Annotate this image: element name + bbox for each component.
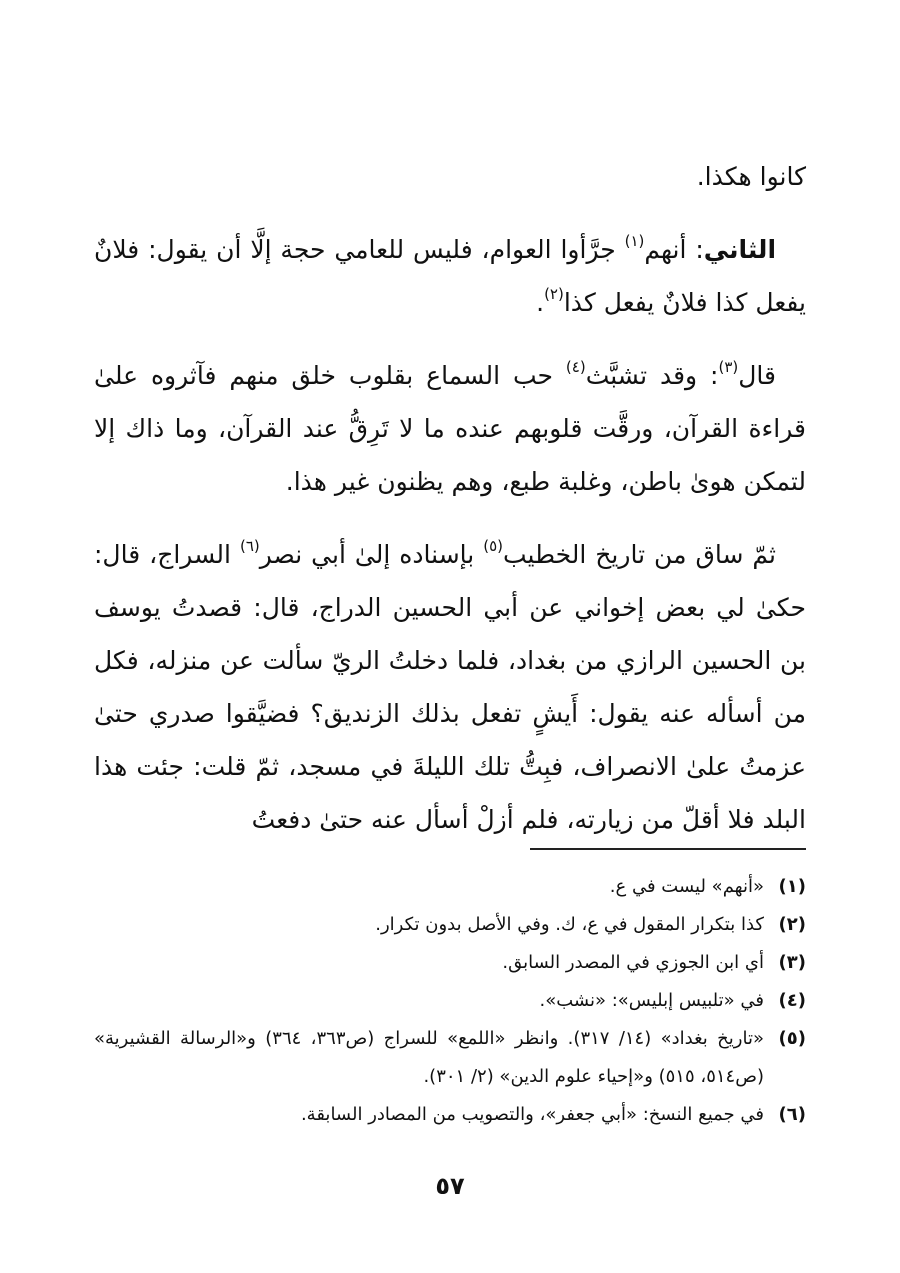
footnote-text: في جميع النسخ: «أبي جعفر»، والتصويب من المصادر السابقة. xyxy=(300,1104,764,1125)
footnote-5 xyxy=(94,1020,806,1096)
footnote-3 xyxy=(94,944,806,982)
paragraph-1: كانوا هكذا. xyxy=(696,162,806,191)
main-text xyxy=(94,150,806,866)
footnote-6 xyxy=(94,1096,806,1134)
footnote-number: (١) xyxy=(778,876,806,897)
paragraph-2: الثاني: أنهم$^{(١)}$ جرَّأوا العوام، فليس للعامي حجة إلَّا أن يقول: فلانٌ يفعل كذا فلانٌ يفعل كذا$^{(٢)}$. xyxy=(94,232,806,317)
footnote-ref-2[interactable]: (٢) xyxy=(544,285,564,303)
footnote-divider xyxy=(530,848,806,850)
footnote-text: أي ابن الجوزي في المصدر السابق. xyxy=(502,952,764,973)
page-number: ٥٧ xyxy=(435,1172,465,1200)
footnote-text: كذا بتكرار المقول في ع، ك. وفي الأصل بدون تكرار. xyxy=(375,914,764,935)
footnote-ref-3[interactable]: (٣) xyxy=(718,358,739,376)
footnote-ref-6[interactable]: (٦) xyxy=(239,537,260,555)
footnote-text: في «تلبيس إبليس»: «نشب». xyxy=(539,990,764,1011)
footnote-number: (٥) xyxy=(778,1028,806,1049)
footnote-ref-5[interactable]: (٥) xyxy=(483,537,503,555)
footnote-4 xyxy=(94,982,806,1020)
footnote-text: «أنهم» ليست في ع. xyxy=(609,876,764,897)
footnote-2 xyxy=(94,906,806,944)
footnote-ref-4[interactable]: (٤) xyxy=(565,358,586,376)
footnote-number: (٢) xyxy=(778,914,806,935)
paragraph-4: ثمّ ساق من تاريخ الخطيب$^{(٥)}$ بإسناده إلىٰ أبي نصر$^{(٦)}$ السراج، قال: حكىٰ لي بعض إخواني عن أبي الحسين الدراج، قال: قصدتُ يوسف بن الحسين الرازي من بغداد، فلما دخلتُ الريّ سألت عن منزله، فكل من أسأله عنه يقول: أَيشٍ تفعل بذلك الزنديق؟ فضيَّقوا صدري حتىٰ عزمتُ علىٰ الانصراف، فبِتُّ تلك الليلةَ في مسجد، ثمّ قلت: جئت هذا البلد فلا أقلّ من زيارته، فلم أزلْ أسأل عنه حتىٰ دفعتُ xyxy=(94,537,806,834)
footnote-number: (٦) xyxy=(778,1104,806,1125)
footnote-number: (٣) xyxy=(778,952,806,973)
footnote-number: (٤) xyxy=(778,990,806,1011)
footnote-1 xyxy=(94,868,806,906)
paragraph-3: قال$^{(٣)}$: وقد تشبَّث$^{(٤)}$ حب السماع بقلوب خلق منهم فآثروه علىٰ قراءة القرآن، ورقَّت قلوبهم عنده ما لا تَرِقُّ عند القرآن، وما ذاك إلا لتمكن هوىٰ باطن، وغلبة طبع، وهم يظنون غير هذا. xyxy=(94,358,806,496)
footnote-text: «تاريخ بغداد» (١٤/ ٣١٧). وانظر «اللمع» للسراج (ص٣٦٣، ٣٦٤) و«الرسالة القشيرية» (ص٥١٤، ٥١٥) و«إحياء علوم الدين» (٢/ ٣٠١). xyxy=(94,1028,764,1087)
paragraph-2-lead: الثاني xyxy=(703,235,777,264)
footnotes xyxy=(94,868,806,1134)
footnote-ref-1[interactable]: (١) xyxy=(624,232,645,250)
